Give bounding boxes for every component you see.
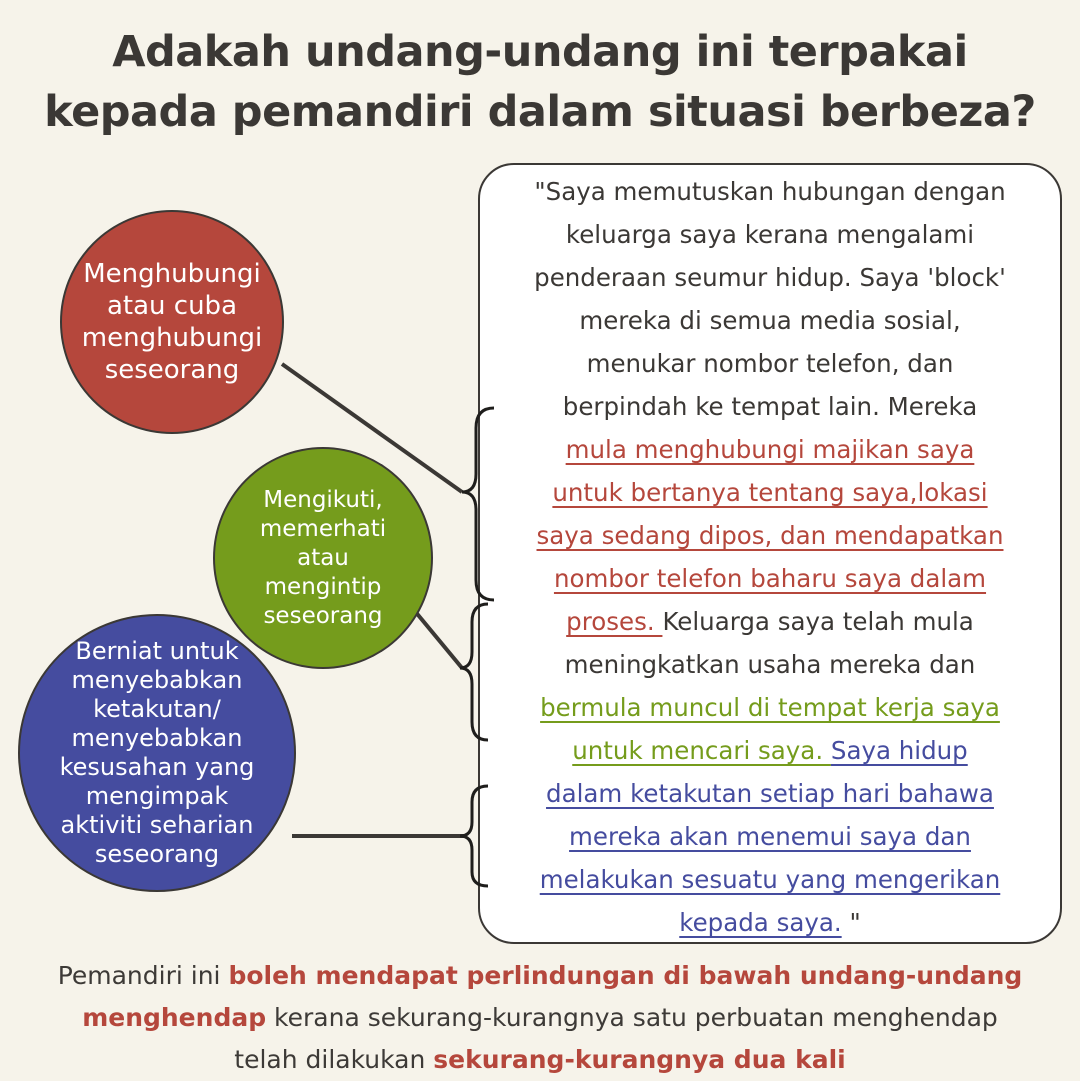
circle-follow-line: seseorang [263,602,383,629]
quote-highlight-red: nombor telefon baharu saya dalam [553,564,987,593]
quote-line [478,729,1062,772]
circle-contact-line: seseorang [104,355,240,385]
circle-contact-line: Menghubungi [83,259,261,289]
quote-text [478,170,1062,944]
quote-line [478,901,1062,944]
circle-intent-line: seseorang [94,840,220,868]
quote-line-blue [478,815,1062,858]
quote-highlight-red: mula menghubungi majikan saya [565,435,975,464]
circle-intent-line: aktiviti seharian [60,811,254,839]
quote-line: menukar nombor telefon, dan [586,349,954,378]
quote-highlight-green: untuk mencari saya. [572,736,831,765]
circle-follow-line: memerhati [259,515,387,542]
quote-segment: Keluarga saya telah mula [662,607,974,636]
footer-segment: kerana sekurang-kurangnya satu perbuatan menghendap [266,1003,998,1032]
quote-line-red [478,471,1062,514]
circle-intent-line: Berniat untuk [75,637,239,665]
footer-segment: telah dilakukan [234,1045,434,1074]
footer-emphasis: menghendap [82,1003,267,1032]
quote-line: berpindah ke tempat lain. Mereka [562,392,978,421]
circle-contact-line: atau cuba [106,291,237,321]
circle-follow-line: mengintip [264,573,382,600]
circle-follow-line: atau [297,544,349,571]
quote-line-blue [478,858,1062,901]
quote-line-red [478,514,1062,557]
quote-line: meningkatkan usaha mereka dan [564,650,976,679]
circle-intent-line: menyebabkan [71,724,243,752]
circle-intent-line: ketakutan/ [93,695,221,723]
footer-emphasis: sekurang-kurangnya dua kali [433,1045,846,1074]
quote-line-green [478,686,1062,729]
footer-emphasis: boleh mendapat perlindungan di bawah undang-undang [228,961,1023,990]
quote-highlight-red: proses. [566,607,663,636]
title-line-2: kepada pemandiri dalam situasi berbeza? [44,87,1036,137]
quote-line [478,600,1062,643]
footer-line [0,997,1080,1039]
quote-line: keluarga saya kerana mengalami [565,220,975,249]
circle-follow-line: Mengikuti, [263,486,383,513]
footer-line [0,955,1080,997]
title-line-1: Adakah undang-undang ini terpakai [112,27,968,77]
quote-line: penderaan seumur hidup. Saya 'block' [534,263,1006,292]
quote-highlight-blue: dalam ketakutan setiap hari bahawa [546,779,994,808]
quote-highlight-blue: Saya hidup [830,736,968,765]
quote-highlight-red: untuk bertanya tentang saya,lokasi [552,478,988,507]
quote-highlight-green: bermula muncul di tempat kerja saya [540,693,1000,722]
quote-highlight-blue: mereka akan menemui saya dan [569,822,971,851]
quote-line-red [478,557,1062,600]
quote-highlight-blue: kepada saya. [679,908,842,937]
quote-line: "Saya memutuskan hubungan dengan [534,177,1006,206]
circle-contact-line: menghubungi [81,323,263,353]
footer-summary [0,955,1080,1081]
circle-intent-line: mengimpak [85,782,229,810]
footer-line [0,1039,1080,1081]
circle-intent-line: kesusahan yang [59,753,255,781]
quote-closing-mark: " [841,908,861,937]
quote-line: mereka di semua media sosial, [579,306,961,335]
footer-segment: Pemandiri ini [57,961,229,990]
quote-line-blue [478,772,1062,815]
quote-highlight-red: saya sedang dipos, dan mendapatkan [536,521,1004,550]
circle-intent-line: menyebabkan [71,666,243,694]
quote-line-red [478,428,1062,471]
quote-highlight-blue: melakukan sesuatu yang mengerikan [539,865,1001,894]
